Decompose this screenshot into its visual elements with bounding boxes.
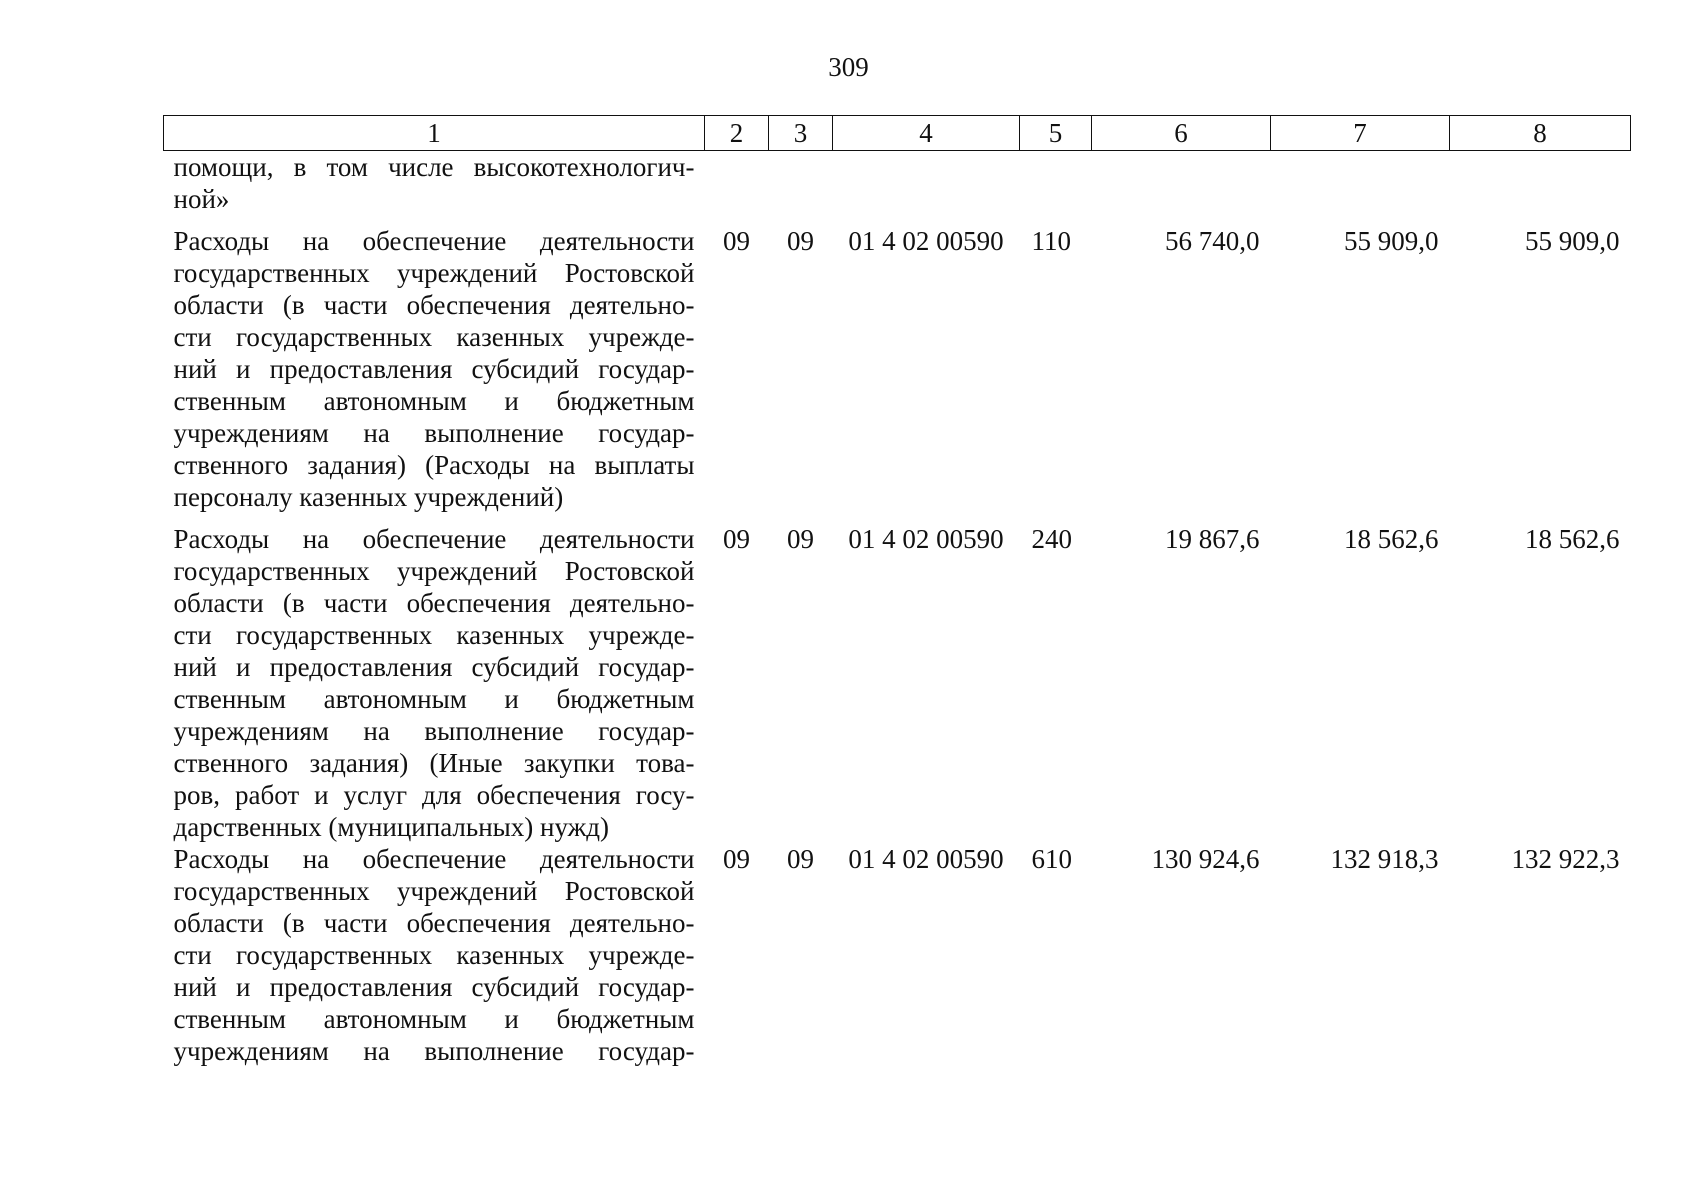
amount-col-8: 55 909,0 [1525,226,1620,256]
amount-col-8: 18 562,6 [1525,524,1620,554]
table-row [164,843,1631,1067]
desc-line: ний и предоставления субсидий государ- [173,652,695,682]
header-col-2: 2 [705,116,769,151]
desc-line: учреждениям на выполнение государ- [173,1036,695,1066]
desc-line: сти государственных казенных учрежде- [173,322,695,352]
desc-line: ров, работ и услуг для обеспечения госу- [173,780,695,810]
header-row [164,116,1631,151]
header-col-8: 8 [1450,116,1631,151]
subsection-code: 09 [787,226,814,256]
desc-line: персоналу казенных учреждений) [173,482,564,512]
header-col-1: 1 [164,116,705,151]
desc-line: сти государственных казенных учрежде- [173,940,695,970]
amount-col-7: 55 909,0 [1344,226,1439,256]
desc-line: учреждениям на выполнение государ- [173,716,695,746]
budget-table [163,115,1631,1067]
desc-line: государственных учреждений Ростовской [173,258,695,288]
desc-line: государственных учреждений Ростовской [173,876,695,906]
section-code: 09 [723,844,750,874]
desc-line: ственным автономным и бюджетным [173,684,695,714]
desc-line: области (в части обеспечения деятельно- [173,290,695,320]
target-article-code: 01 4 02 00590 [848,226,1004,256]
amount-col-6: 19 867,6 [1165,524,1260,554]
amount-col-6: 130 924,6 [1151,844,1260,874]
section-code: 09 [723,524,750,554]
header-col-4: 4 [833,116,1020,151]
header-col-6: 6 [1092,116,1271,151]
section-code: 09 [723,226,750,256]
amount-col-8: 132 922,3 [1511,844,1620,874]
header-col-5: 5 [1020,116,1092,151]
desc-line: учреждениям на выполнение государ- [173,418,695,448]
desc-line: Расходы на обеспечение деятельности [173,524,695,554]
amount-col-7: 18 562,6 [1344,524,1439,554]
row-description [164,843,705,1067]
desc-line: Расходы на обеспечение деятельности [173,844,695,874]
desc-line: области (в части обеспечения деятельно- [173,588,695,618]
desc-line: ний и предоставления субсидий государ- [173,972,695,1002]
continuation-row [164,151,1631,216]
desc-line: Расходы на обеспечение деятельности [173,226,695,256]
continuation-text [164,151,705,216]
header-col-7: 7 [1271,116,1450,151]
row-description [164,513,705,843]
subsection-code: 09 [787,524,814,554]
table-row [164,215,1631,513]
desc-line: государственных учреждений Ростовской [173,556,695,586]
page-number: 309 [828,52,869,82]
budget-table-container [163,115,1630,1067]
subsection-code: 09 [787,844,814,874]
amount-col-7: 132 918,3 [1330,844,1439,874]
expense-type-code: 240 [1031,524,1072,554]
desc-line: ственным автономным и бюджетным [173,386,695,416]
desc-line: ственного задания) (Расходы на выплаты [173,450,695,480]
target-article-code: 01 4 02 00590 [848,844,1004,874]
header-col-3: 3 [769,116,833,151]
desc-line: помощи, в том числе высокотехнологич- [173,152,695,182]
desc-line: ственного задания) (Иные закупки това- [173,748,695,778]
desc-line: ственным автономным и бюджетным [173,1004,695,1034]
expense-type-code: 610 [1031,844,1072,874]
row-description [164,215,705,513]
target-article-code: 01 4 02 00590 [848,524,1004,554]
table-row [164,513,1631,843]
desc-line: сти государственных казенных учрежде- [173,620,695,650]
desc-line: дарственных (муниципальных) нужд) [173,812,610,842]
desc-line: ной» [173,184,230,214]
expense-type-code: 110 [1031,226,1071,256]
desc-line: области (в части обеспечения деятельно- [173,908,695,938]
desc-line: ний и предоставления субсидий государ- [173,354,695,384]
amount-col-6: 56 740,0 [1165,226,1260,256]
